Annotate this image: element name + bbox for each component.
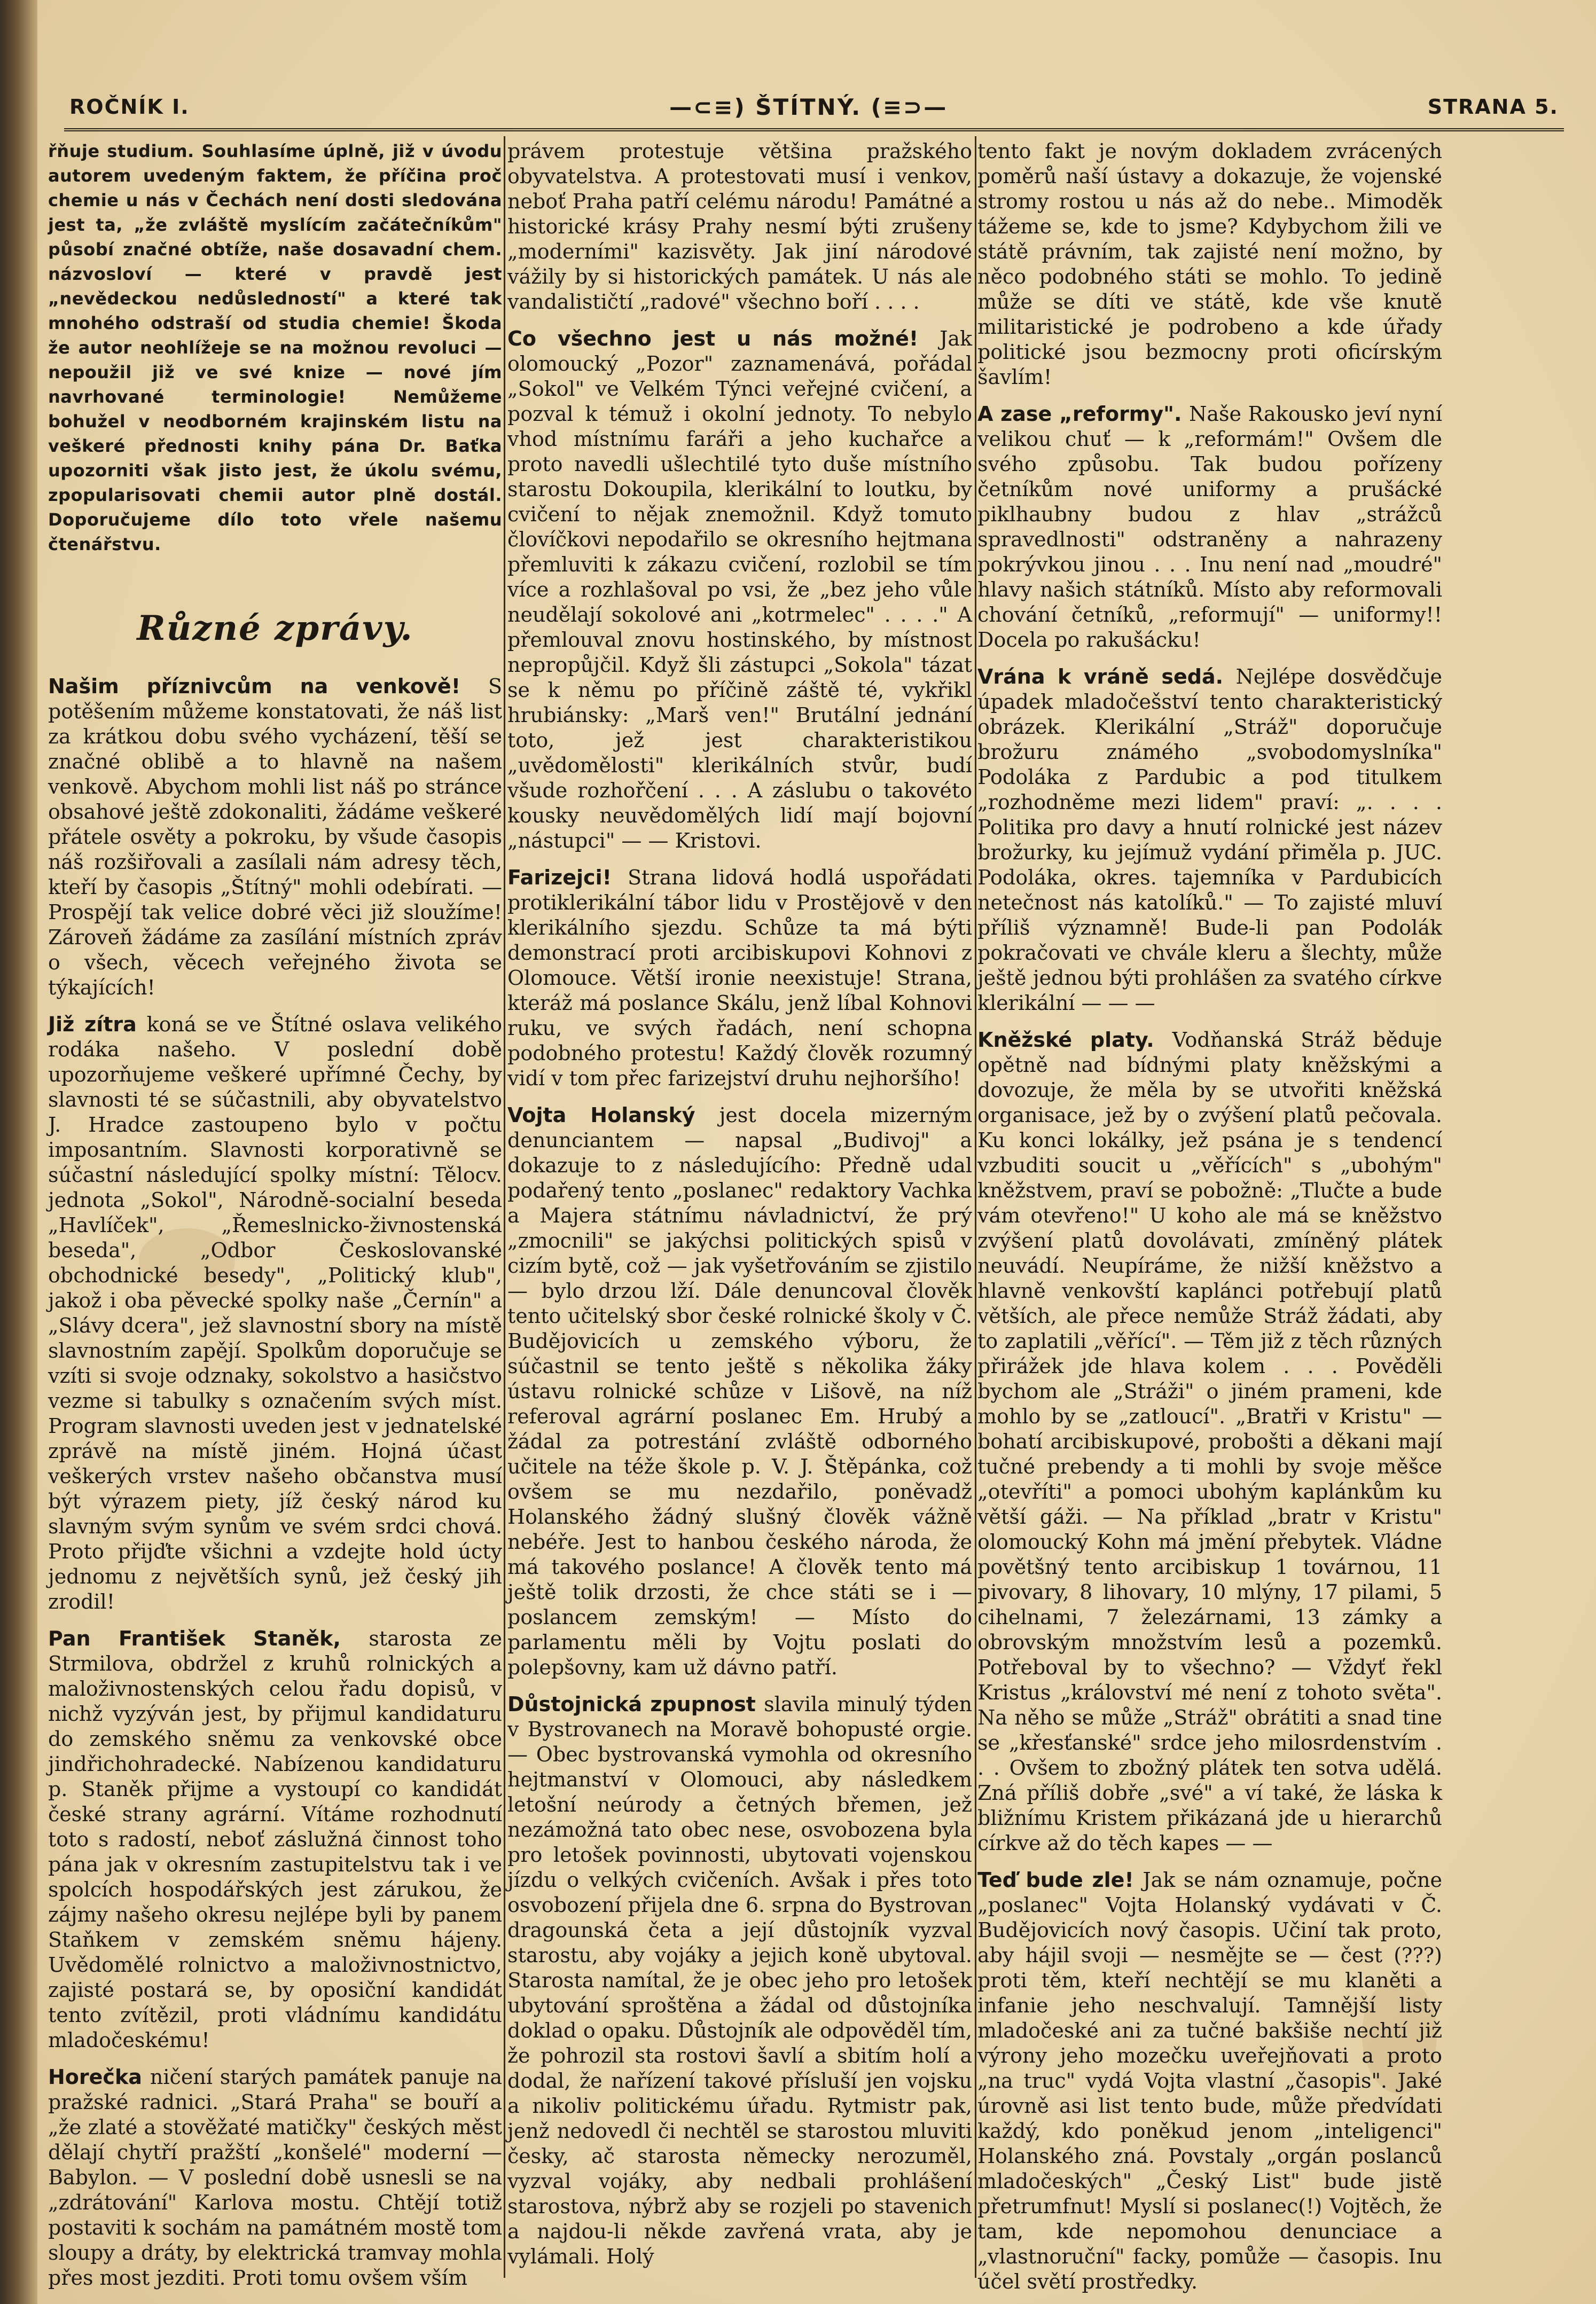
article-headline: Vojta Holanský: [507, 1103, 695, 1127]
article-headline: Vrána k vráně sedá.: [977, 665, 1224, 688]
article-body: Strana lidová hodlá uspořádati protiklerikální tábor lidu v Prostějově v den klerikálního sjezdu. Schůze ta má býti demonstrací proti arcibiskupovi Kohnovi z Olomouce. Větší ironie neexistuje! Strana, kteráž má poslance Skálu, jenž líbal Kohnovi ruku, ve svých řadách, není schopna podobného protestu! Každý člověk rozumný vidí v tom přec farizejství druhu nejhoršího!: [507, 866, 972, 1090]
article: [48, 1626, 502, 2053]
article: [507, 1692, 972, 2269]
article-headline: Teď bude zle!: [977, 1868, 1134, 1892]
column-3: [977, 139, 1443, 2293]
article-headline: Farizejci!: [507, 866, 612, 889]
article-headline: Důstojnická zpupnost: [507, 1692, 756, 1716]
header-rule: [64, 128, 1564, 131]
column-divider: [504, 136, 505, 2278]
article-body: koná se ve Štítné oslava velikého rodáka našeho. V poslední době upozorňujeme veškeré upřímné Čechy, by slavnosti té se súčastnili, aby obyvatelstvo J. Hradce zastoupeno bylo v počtu imposantním. Slavnosti korporativně se súčastní následující spolky místní: Tělocv. jednota „Sokol", Národně-socialní beseda „Havlíček", „Řemeslnicko-živnostenská beseda", „Odbor Českoslovanské obchodnické besedy", „Politický klub", jakož i oba pěvecké spolky naše „Černín" a „Slávy dcera", jež slavnostní sbory na místě slavnostním zapějí. Spolkům doporučuje se vzíti si svoje odznaky, sokolstvo a hasičstvo vezme si tabulky s označením svých míst. Program slavnosti uveden jest v jednatelské zprávě na místě jiném. Hojná účast veškerých vrstev našeho občanstva musí být výrazem piety, jíž český národ ku slavným svým synům ve svém srdci chová. Proto přijďte všichni a vzdejte hold úcty jednomu z největších synů, jež český jih zrodil!: [48, 1013, 502, 1613]
article: [48, 2065, 502, 2291]
article: [507, 1103, 972, 1680]
article-body: Jak olomoucký „Pozor" zaznamenává, pořádal „Sokol" ve Velkém Týnci veřejné cvičení, a pozval k témuž i okolní jednoty. To nebylo vhod místnímu faráři a jeho kuchařce a proto navedli ušlechtilé tyto duše místního starostu Dokoupila, klerikální to loutku, by cvičení to nějak znemožnil. Když tomuto človíčkovi nepodařilo se okresního hejtmana přemluviti k zákazu cvičení, rozlobil se tím více a rozhlašoval po vsi, že „bez jeho vůle neudělají sokolové ani „kotrmelec" . . . ." A přemlouval znovu hostinského, by místnost nepropůjčil. Když šli zástupci „Sokola" tázat se k němu po příčině záště té, vykřikl hrubiánsky: „Marš ven!" Brutální jednání toto, jež jest charakteristikou „uvědomělosti" klerikálních stvůr, budí všude rozhořčení . . . A záslubu o takovéto kousky neuvědomělých lidí mají bojovní „nástupci" — — Kristovi.: [507, 327, 973, 852]
page-header: [69, 91, 1559, 123]
article-headline: Horečka: [48, 2065, 142, 2089]
article: [507, 326, 972, 853]
article-body: Naše Rakousko jeví nyní velikou chuť — k „reformám!" Ovšem dle svého způsobu. Tak budou pořízeny četníkům nové uniformy a prušácké piklhaubny budou z hlav „strážců spravedlnosti" odstraněny a nahrazeny pokrývkou jinou . . . Inu není nad „moudré" hlavy našich státníků. Místo aby reformovali chování četníků, „reformují" — uniformy!! Docela po rakušácku!: [977, 402, 1443, 652]
page-number: STRANA 5.: [1427, 95, 1559, 119]
article-headline: Našim příznivcům na venkově!: [48, 675, 461, 698]
binding-edge: [0, 0, 37, 2304]
article: [977, 1868, 1442, 2294]
article-body: Vodňanská Stráž běduje opětně nad bídnými platy kněžskými a dovozuje, že měla by se utvořiti kněžská organisace, jež by o zvýšení platů pečovala. Ku konci lokálky, jež psána je s tendencí vzbuditi soucit u „věřících" s „ubohým" kněžstvem, praví se pobožně: „Tlučte a bude vám otevřeno!" U koho ale má se kněžstvo zvýšení platů dovolávati, zmíněný plátek neuvádí. Neupíráme, že nižší kněžstvo a hlavně venkovští kaplánci potřebují platů větších, ale přece nemůže Stráž žádati, aby to zaplatili „věřící". — Těm již z těch různých přirážek jde hlava kolem . . . Pověděli bychom ale „Stráži" o jiném prameni, kde mohlo by se „zatloucí". „Bratři v Kristu" — bohatí arcibiskupové, probošti a děkani mají tučné prebendy a ti mohli by svoje měšce „otevříti" a pomoci ubohým kaplánkům ku větší gáži. — Na příklad „bratr v Kristu" olomoucký Kohn má jmění přebytek. Vládne povětšný tento arcibiskup 1 továrnou, 11 pivovary, 8 lihovary, 10 mlýny, 17 pilami, 5 cihelnami, 7 železárnami, 13 zámky a obrovským množstvím lesů a pozemků. Potřeboval by to všechno? — Vždyť řekl Kristus „království mé není z tohoto světa". Na něho se může „Stráž" obrátiti a snad tine se „křesťanské" srdce jeho milosrdenstvím . . . Ovšem to zbožný plátek ten sotva udělá. Zná příliš dobře „své" a ví také, že láska k bližnímu Kristem přikázaná jde u hierarchů církve až do těch kapes — —: [977, 1028, 1442, 1855]
masthead-title: —⊂≡) ŠTÍTNÝ. (≡⊃—: [669, 93, 948, 120]
article-headline: Již zítra: [48, 1013, 137, 1036]
article-body: slavila minulý týden v Bystrovanech na Moravě bohopusté orgie. — Obec bystrovanská vymohla od okresního hejtmanství v Olomouci, aby následkem letošní neúrody a četných břemen, jež nezámožná tato obec nese, osvobozena byla pro letošek povinnosti, ubytovati vojenskou jízdu o velkých cvičeních. Avšak i přes toto osvobození přijela dne 6. srpna do Bystrovan dragounská četa a její důstojník vyzval starostu, aby vojáky a jejich koně ubytoval. Starosta namítal, že je obec jeho pro letošek ubytování sproštěna a žádal od důstojníka doklad o opaku. Důstojník ale odpověděl tím, že pohrozil sta rostovi šavlí a sbitím holí a dodal, že nařízení takové přísluší jen vojsku a nikoliv politickému úřadu. Rytmistr pak, jenž nedovedl či nechtěl se starostou mluviti česky, ač starosta německy nerozuměl, vyzval vojáky, aby nedbali prohlášení starostova, nýbrž aby se rozjeli po stavenich a najdou-li někde zavřená vrata, aby je vylámali. Holý: [507, 1692, 972, 2268]
volume-label: ROČNÍK I.: [69, 95, 190, 119]
article: [977, 1028, 1442, 1856]
article: [48, 674, 502, 1000]
article-body: Jak se nám oznamuje, počne „poslanec" Vojta Holanský vydávati v Č. Budějovicích nový časopis. Učiní tak proto, aby hájil svoji — nesmějte se — čest (???) proti těm, kteří nechtějí se mu klaněti a infanie jeho neschvalují. Tamnější listy mladočeské ani za tučné bakšiše nechtí již výrony jeho mozečku uveřejňovati a proto „na truc" vydá Vojta vlastní „časopis". Jaké úrovně asi list tento bude, může předvídati každý, kdo poněkud jenom „inteligenci" Holanského zná. Povstaly „orgán poslanců mladočeských" „Český List" bude jistě přetrumfnut! Myslí si poslanec(!) Vojtěch, že tam, kde nepomohou denunciace a „vlastnoruční" facky, pomůže — časopis. Inu účel světí prostředky.: [977, 1868, 1443, 2293]
article-body: S potěšením můžeme konstatovati, že náš list za krátkou dobu svého vycházení, těší se značné oblibě a to hlavně na našem venkově. Abychom mohli list náš po stránce obsahové ještě zdokonaliti, žádáme veškeré přátele osvěty a pokroku, by všude časopis náš rozšiřovali a zasílali nám adresy těch, kteří by časopis „Štítný" mohli odebírati. — Prospějí tak velice dobré věci již sloužíme! Zároveň žádáme za zasílání místních zpráv o všech, věcech veřejného života se týkajících!: [48, 675, 502, 999]
article-headline: Co všechno jest u nás možné!: [507, 327, 919, 350]
article-body: právem protestuje většina pražského obyvatelstva. A protestovati musí i venkov, neboť Praha patří celému národu! Památné a historické krásy Prahy nesmí býti zrušeny „moderními" kazisvěty. Jak jiní národové vážily by si historických památek. U nás ale vandalističtí „radové" všechno boří . . . .: [507, 139, 972, 314]
article-body: tento fakt je novým dokladem zvrácených poměrů naší ústavy a dokazuje, že vojenské stromy rostou u nás až do nebe.. Mimoděk tážeme se, kde to jsme? Kdybychom žili ve státě právním, tak zajisté není možno, by něco podobného státi se mohlo. To jedině může se díti ve státě, kde vše knutě militaristické je podrobeno a kde úřady politické jsou bezmocny proti oficírským šavlím!: [977, 139, 1442, 389]
article-body: jest docela mizerným denunciantem — napsal „Budivoj" a dokazuje to z následujícího: Předně udal podařený tento „poslanec" redaktory Vachka a Majera státnímu návladnictví, že prý „zmocnili" se jakýchsi politických spisů v cizím bytě, což — jak vyšetřováním se zjistilo — bylo drzou lží. Dále denuncoval člověk tento učitelský sbor české rolnické školy v Č. Budějovicích u zemského výboru, že súčastnil se tento ještě s několika žáky ústavu rolnické schůze v Lišově, na níž referoval agrární poslanec Em. Hrubý a žádal za potrestání zvláště odborného učitele na téže škole p. V. J. Štěpánka, což ovšem se mu nezdařilo, poněvadž Holanského žádný slušný člověk vážně nebéře. Jest to hanbou českého národa, že má takového poslance! A člověk tento má ještě tolik drzosti, že chce státi se i — poslancem zemským! — Místo do parlamentu měli by Vojtu poslati do polepšovny, kam už dávno patří.: [507, 1103, 972, 1679]
book-review-text: řňuje studium. Souhlasíme úplně, již v úvodu autorem uvedeným faktem, že příčina proč chemie u nás v Čechách není dosti sledována jest ta, „že zvláště myslícím začátečníkům" působí značné obtíže, naše dosavadní chem. názvosloví — které v pravdě jest „nevědeckou nedůsledností" a které tak mnohého odstraší od studia chemie! Škoda že autor neohlížeje se na možnou revoluci — nepoužil již ve své knize — nové jím navrhované terminologie! Nemůžeme bohužel v neodborném krajinském listu na veškeré přednosti knihy pána Dr. Baťka upozorniti však jisto jest, že úkolu svému, zpopularisovati chemii autor plně dostál. Doporučujeme dílo toto vřele našemu čtenářstvu.: [48, 141, 502, 554]
article: [977, 402, 1442, 653]
article: [507, 139, 972, 315]
column-1: [48, 139, 503, 2290]
article: [48, 1012, 502, 1615]
article-headline: Kněžské platy.: [977, 1028, 1154, 1052]
article-body: Nejlépe dosvědčuje úpadek mladočešství tento charakteristický obrázek. Klerikální „Stráž" doporučuje brožuru známého „svobodomyslníka" Podoláka z Pardubic a pod titulkem „rozhodněme mezi lidem" praví: „. . . . Politika pro davy a hnutí rolnické jest název brožurky, ku jejímuž vydání přiměla p. JUC. Podoláka, okres. tajemníka v Pardubicích netečnost nás katolíků." — To zajisté mluví příliš významně! Bude-li pan Podolák pokračovati ve chvále kleru a šlechty, může ještě jednou býti prohlášen za svatého církve klerikální — — —: [977, 665, 1442, 1015]
article: [507, 865, 972, 1091]
section-title: Různé zprávy.: [137, 608, 413, 648]
article-body: starosta ze Strmilova, obdržel z kruhů rolnických a maloživnostenských celou řadu dopisů, v nichž vyzýván jest, by přijmul kandidaturu do zemského sněmu za venkovské obce jindřichohradecké. Nabízenou kandidaturu p. Staněk přijme a vystoupí co kandidát české strany agrární. Vítáme rozhodnutí toto s radostí, neboť záslužná činnost toho pána jak v okresním zastupitelstvu tak i ve spolcích hospodářských jest zárukou, že zájmy našeho okresu nejlépe byli by panem Staňkem v zemském sněmu hájeny. Uvědomělé rolnictvo a maloživnostnictvo, zajisté postará se, by oposiční kandidát tento zvítězil, proti vládnímu kandidátu mladočeskému!: [48, 1627, 502, 2052]
column-divider: [975, 136, 976, 2278]
article-body: ničení starých památek panuje na pražské radnici. „Stará Praha" se bouří a „že zlaté a stověžaté matičky" českých měst dělají chytří pražští „konšelé" moderní — Babylon. — V poslední době usnesli se na „zdrátování" Karlova mostu. Chtějí totiž postaviti k sochám na památném mostě tom sloupy a dráty, by elektrická tramvay mohla přes most jezditi. Proti tomu ovšem vším: [48, 2065, 503, 2290]
article-headline: A zase „reformy".: [977, 402, 1182, 426]
article-headline: Pan František Staněk,: [48, 1627, 341, 1650]
article: [977, 139, 1442, 390]
column-2: [507, 139, 972, 2281]
article: [977, 664, 1442, 1016]
